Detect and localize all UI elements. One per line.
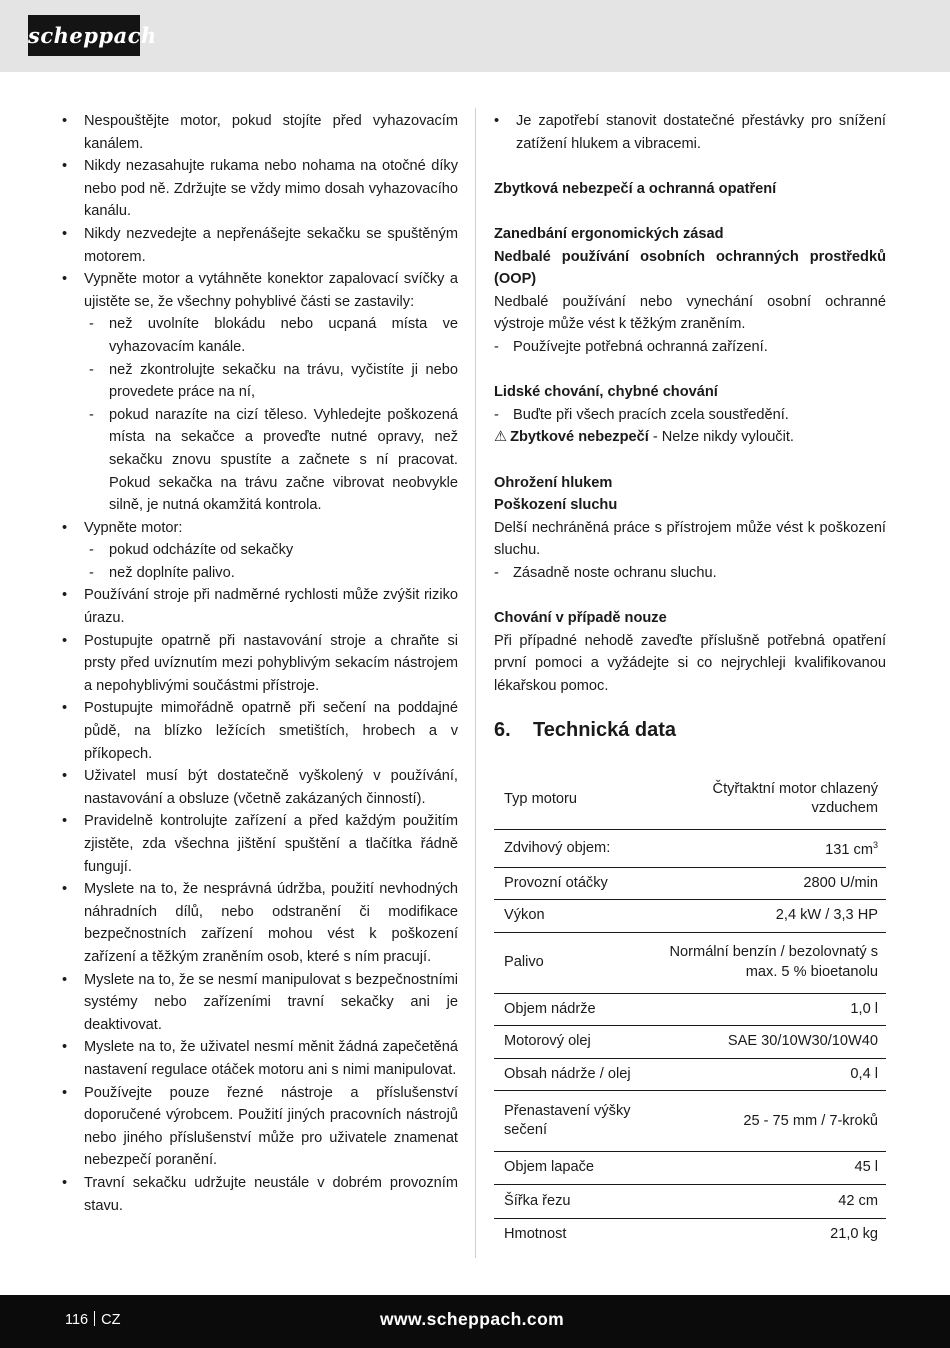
- list-item: [62, 268, 458, 517]
- list-item-text: Používejte pouze řezné nástroje a příslušenství doporučené výrobcem. Použití jiných pracovních nástrojů nebo jiného příslušenství může pro uživatele znamenat nebezpečí poranění.: [84, 1084, 458, 1169]
- spec-value: [642, 932, 886, 993]
- table-row: [494, 1091, 886, 1152]
- spec-value: [642, 1152, 886, 1185]
- spec-value-text: 45 l: [854, 1159, 878, 1176]
- spec-value: [642, 769, 886, 830]
- section-number: 6.: [494, 719, 511, 742]
- page-number: 116: [65, 1312, 89, 1328]
- list-item-text: Používání stroje při nadměrné rychlosti může zvýšit riziko úrazu.: [84, 587, 458, 627]
- residual-risks-heading: Zbytková nebezpečí a ochranná opatření: [494, 180, 777, 197]
- table-row: [494, 1184, 886, 1218]
- hearing-dash-list: [494, 562, 886, 585]
- technical-data-table: [494, 769, 886, 1250]
- list-item: [62, 878, 458, 968]
- list-item: • Je zapotřebí stanovit dostatečné přestávky pro snížení zatížení hlukem a vibracemi.: [494, 110, 886, 155]
- human-behaviour-heading: Lidské chování, chybné chování: [494, 384, 718, 401]
- spec-value: [642, 1218, 886, 1250]
- spec-value-text: 21,0 kg: [830, 1225, 878, 1242]
- warning-text: - Nelze nikdy vyloučit.: [648, 429, 794, 446]
- spec-value-text: 0,4 l: [850, 1065, 878, 1082]
- spec-value-text: 1,0 l: [850, 1000, 878, 1017]
- sub-list-item: - než doplníte palivo.: [84, 562, 458, 585]
- list-item: [62, 110, 458, 155]
- table-row: [494, 830, 886, 867]
- spec-label: Obsah nádrže / olej: [494, 1058, 642, 1091]
- list-item: [62, 630, 458, 698]
- spec-value: [642, 830, 886, 867]
- table-row: [494, 867, 886, 900]
- safety-instructions-list: [62, 110, 458, 1217]
- list-item: [62, 1036, 458, 1081]
- sub-list-item: - než uvolníte blokádu nebo ucpaná místa ve vyhazovacím kanále.: [84, 313, 458, 358]
- noise-heading: Ohrožení hlukem: [494, 474, 613, 491]
- list-item-text: Myslete na to, že nesprávná údržba, použití nevhodných náhradních dílů, nebo odstranění či modifikace bezpečnostních zařízení mohou vést k poškození zařízení a těžkým zraněním osob, které s ním pracují.: [84, 881, 458, 965]
- list-item-text: Postupujte opatrně při nastavování stroje a chraňte si prsty před uvíznutím mezi pohyblivým sekacím nástrojem a nepohyblivými součástmi přístroje.: [84, 632, 458, 694]
- sub-list: [84, 539, 458, 584]
- list-item-text: Nikdy nezvedejte a nepřenášejte sekačku se spuštěným motorem.: [84, 225, 458, 265]
- list-item: - Používejte potřebná ochranná zařízení.: [494, 336, 886, 359]
- spec-label: Zdvihový objem:: [494, 830, 642, 867]
- left-column: [62, 110, 458, 1217]
- ppe-heading: Nedbalé používání osobních ochranných prostředků (OOP): [494, 248, 886, 288]
- hearing-heading: Poškození sluchu: [494, 497, 618, 514]
- section-heading: [494, 717, 886, 743]
- sub-list-item: - pokud odcházíte od sekačky: [84, 539, 458, 562]
- spec-value-text: 2,4 kW / 3,3 HP: [775, 907, 878, 924]
- spec-value-text: Normální benzín / bezolovnatý s max. 5 % bioetanolu: [669, 944, 878, 980]
- spec-value: [642, 993, 886, 1026]
- table-row: [494, 1218, 886, 1250]
- list-item: [62, 969, 458, 1037]
- spec-value-text: SAE 30/10W30/10W40: [727, 1033, 878, 1050]
- list-item-text: Myslete na to, že se nesmí manipulovat s bezpečnostními systémy nebo zařízeními travní sekačky ani je deaktivovat.: [84, 971, 458, 1033]
- spec-value: [642, 900, 886, 933]
- spec-value-text: Čtyřtaktní motor chlazený vzduchem: [712, 780, 878, 817]
- table-row: [494, 1026, 886, 1059]
- emergency-text: Při případné nehodě zaveďte příslušně potřebná opatření první pomoci a vyžádejte si co nejrychleji kvalifikovanou lékařskou pomoc.: [494, 632, 886, 694]
- list-item: [62, 697, 458, 765]
- human-dash-list: [494, 404, 886, 427]
- table-row: [494, 932, 886, 993]
- table-row: [494, 769, 886, 830]
- residual-risk-warning: [494, 426, 886, 449]
- list-item: [62, 810, 458, 878]
- right-bullet-list: [494, 110, 886, 155]
- sub-list-item: - pokud narazíte na cizí těleso. Vyhledejte poškozená místa na sekačce a proveďte nutné opravy, než sekačku znovu spustíte a začnete s ní pracovat. Pokud sekačka na trávu začne vibrovat neobvykle silně, je nutná okamžitá kontrola.: [84, 404, 458, 517]
- warning-triangle-icon: ⚠: [494, 429, 508, 446]
- ppe-text: Nedbalé používání nebo vynechání osobní ochranné výstroje může vést k těžkým zraněním.: [494, 293, 886, 333]
- spec-label: Hmotnost: [504, 1225, 567, 1242]
- unit-superscript: 3: [872, 840, 878, 851]
- spec-value-text: 25 - 75 mm / 7-kroků: [743, 1112, 878, 1129]
- list-item: - Buďte při všech pracích zcela soustředění.: [494, 404, 886, 427]
- ppe-dash-list: [494, 336, 886, 359]
- website-url: www.scheppach.com: [380, 1309, 565, 1329]
- right-column: [494, 110, 886, 1250]
- list-item-text: Myslete na to, že uživatel nesmí měnit žádná zapečetěná nastavení regulace otáček motoru ani s nimi manipulovat.: [84, 1039, 458, 1078]
- list-item-text: Vypněte motor:: [84, 519, 183, 536]
- sub-list: [84, 313, 458, 516]
- list-item-text: Uživatel musí být dostatečně vyškolený v používání, nastavování a obsluze (včetně zakázaných činností).: [84, 768, 458, 807]
- list-item: [62, 1172, 458, 1217]
- list-item: [62, 155, 458, 223]
- table-row: [494, 993, 886, 1026]
- spec-value: [642, 1026, 886, 1059]
- spec-label: Šířka řezu: [494, 1184, 642, 1218]
- spec-label: Motorový olej: [494, 1026, 642, 1059]
- list-item-text: Nespouštějte motor, pokud stojíte před vyhazovacím kanálem.: [84, 113, 458, 152]
- spec-label: Palivo: [494, 932, 642, 993]
- list-item-text: Vypněte motor a vytáhněte konektor zapalovací svíčky a ujistěte se, že všechny pohyblivé části se zastavily:: [84, 271, 458, 310]
- spec-value-text: 2800 U/min: [803, 874, 878, 891]
- spec-value: [642, 1058, 886, 1091]
- spec-label: Provozní otáčky: [494, 867, 642, 900]
- emergency-heading: Chování v případě nouze: [494, 610, 667, 627]
- list-item-text: Nikdy nezasahujte rukama nebo nohama na otočné díky nebo pod ně. Zdržujte se vždy mimo dosah vyhazovacího kanálu.: [84, 158, 458, 220]
- table-row: [494, 1058, 886, 1091]
- list-item-text: Postupujte mimořádně opatrně při sečení na poddajné půdě, na blízko ležících smetištích, hrobech a v příkopech.: [84, 700, 458, 762]
- language-code: CZ: [101, 1312, 121, 1328]
- brand-logo: scheppach: [28, 15, 140, 56]
- page-separator: [94, 1311, 95, 1326]
- spec-value: [642, 1184, 886, 1218]
- page-footer: [0, 1295, 950, 1348]
- list-item: - Zásadně noste ochranu sluchu.: [494, 562, 886, 585]
- page-header: [0, 0, 950, 72]
- hearing-text: Delší nechráněná práce s přístrojem může vést k poškození sluchu.: [494, 519, 886, 559]
- section-title: Technická data: [533, 719, 677, 742]
- spec-label: Objem nádrže: [494, 993, 642, 1026]
- list-item: [62, 584, 458, 629]
- ergonomics-heading: Zanedbání ergonomických zásad: [494, 225, 724, 242]
- list-item: [62, 765, 458, 810]
- list-item-text: Travní sekačku udržujte neustále v dobrém provozním stavu.: [84, 1174, 458, 1214]
- spec-value: [642, 867, 886, 900]
- spec-value: [642, 1091, 886, 1152]
- spec-label: Přenastavení výšky sečení: [494, 1091, 642, 1152]
- spec-value-text: 131 cm: [825, 842, 873, 859]
- spec-label: Typ motoru: [494, 769, 642, 830]
- page-info: [65, 1310, 120, 1330]
- list-item: [62, 1082, 458, 1172]
- table-row: [494, 900, 886, 933]
- spec-label: Výkon: [494, 900, 642, 933]
- warning-label: Zbytkové nebezpečí: [510, 429, 649, 446]
- spec-value-text: 42 cm: [838, 1192, 878, 1209]
- column-divider: [475, 108, 476, 1258]
- list-item-text: Pravidelně kontrolujte zařízení a před každým použitím zjistěte, zda všechna jištění spuštění a tlačítka řádně fungují.: [84, 813, 458, 875]
- list-item: [62, 223, 458, 268]
- sub-list-item: - než zkontrolujte sekačku na trávu, vyčistíte ji nebo provedete práce na ní,: [84, 359, 458, 404]
- list-item: [62, 517, 458, 585]
- spec-label: Objem lapače: [494, 1152, 642, 1185]
- table-row: [494, 1152, 886, 1185]
